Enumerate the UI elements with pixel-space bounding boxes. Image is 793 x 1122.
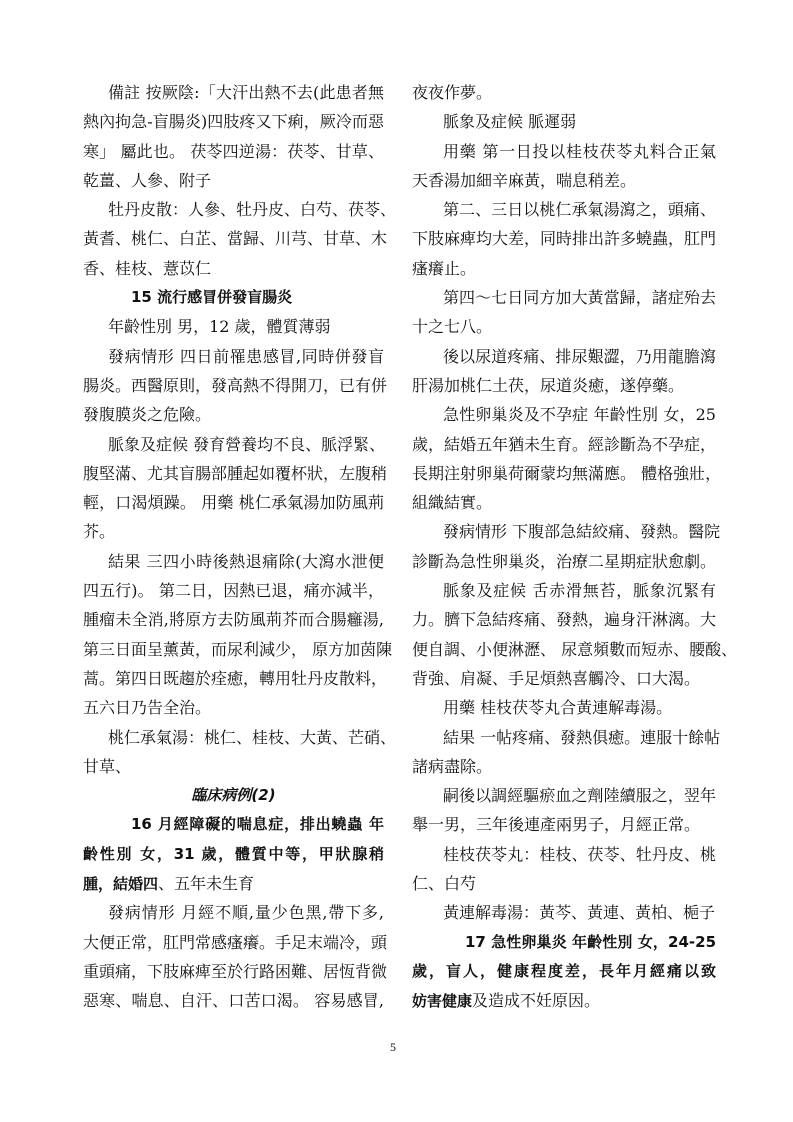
text-line: 發病情形 下腹部急結絞痛、發熱。醫院: [443, 522, 721, 542]
text-line: 脈象及症候 舌赤滑無苔，脈象沉緊有: [443, 581, 716, 601]
text-line: 五六日乃告全治。: [83, 698, 212, 718]
text-line: 發病情形 四日前罹患感冒,同時併發盲: [108, 346, 384, 366]
text-line: 甘草、: [83, 756, 132, 776]
text-line: 香、桂枝、薏苡仁: [83, 258, 212, 278]
text-line: 蒿。第四日既趨於痊癒，轉用牡丹皮散料，: [83, 668, 388, 688]
text-line: 組織結實。: [412, 493, 493, 513]
text-line: 舉一男，三年後連產兩男子，月經正常。: [412, 815, 701, 835]
text-line: 芥。: [83, 522, 116, 542]
text-line: 肝湯加桃仁土茯，尿道炎癒，遂停藥。: [412, 375, 685, 395]
text-line: 桂枝茯苓丸：桂枝、茯苓、牡丹皮、桃: [443, 844, 716, 864]
text-line: 發病情形 月經不順,量少色黑,帶下多,: [108, 903, 384, 923]
right-column: [412, 78, 738, 1016]
bold-segment: 腫，結婚四: [83, 875, 159, 894]
normal-segment: 及造成不妊原因。: [472, 991, 601, 1011]
normal-segment: 、五年未生育: [158, 874, 255, 894]
text-line: 熱內拘急-盲腸炎)四肢疼又下痢，厥冷而惡: [83, 112, 384, 132]
page-number: 5: [390, 1040, 396, 1054]
text-line: 惡寒、喘息、自汗、口苦口渴。 容易感冒,: [83, 991, 384, 1011]
text-line: 第二、三日以桃仁承氣湯瀉之，頭痛、: [443, 200, 716, 220]
text-line: 腸炎。西醫原則，發高熱不得開刀，已有併: [83, 375, 388, 395]
text-line: 黃耆、桃仁、白芷、當歸、川芎、甘草、木: [83, 229, 388, 249]
text-line: 便自調、小便淋瀝、 尿意頻數而短赤、腰酸、: [412, 639, 738, 659]
text-line: 夜夜作夢。: [412, 83, 493, 102]
text-line: 長期注射卵巢荷爾蒙均無滿應。 體格強壯，: [412, 463, 722, 483]
text-line: 診斷為急性卵巢炎，治療二星期症狀愈劇。: [412, 551, 717, 571]
text-line: 十之七八。: [412, 317, 493, 337]
text-line: 大便正常，肛門常感瘙癢。手足末端冷，頭: [83, 932, 388, 952]
text-line: 後以尿道疼痛、排尿艱澀，乃用龍膽瀉: [443, 346, 716, 366]
text-line: 年齡性別 男，12 歲，體質薄弱: [108, 317, 331, 337]
text-line: 急性卵巢炎及不孕症 年齡性別 女，25: [443, 405, 716, 425]
case-title-line: [412, 986, 716, 1015]
text-line: 第四～七日同方加大黃當歸，諸症殆去: [443, 288, 716, 308]
left-column: [83, 78, 397, 1016]
text-line: 第三日面呈薰黃，而尿利減少， 原方加茵陳: [83, 639, 393, 659]
text-line: 天香湯加細辛麻黃，喘息稍差。: [412, 170, 637, 190]
text-line: 牡丹皮散：人參、牡丹皮、白芍、茯苓、: [108, 200, 397, 220]
case-title-line: 16 月經障礙的喘息症，排出蟯蟲 年: [131, 815, 384, 834]
text-line: 備註 按厥陰:「大汗出熱不去(此患者無: [108, 83, 384, 102]
text-line: 瘙癢止。: [412, 258, 477, 278]
text-line: 歲，結婚五年猶未生育。經診斷為不孕症，: [412, 434, 717, 454]
text-line: 乾薑、人參、附子: [83, 170, 212, 190]
bold-segment: 妨害健康: [412, 992, 473, 1011]
text-line: 下肢麻痺均大差，同時排出許多蟯蟲，肛門: [412, 229, 717, 249]
text-line: 脈象及症候 脈遲弱: [443, 112, 577, 132]
text-line: 四五行)。 第二日，因熱已退，痛亦減半，: [83, 581, 384, 601]
text-line: 發腹膜炎之危險。: [83, 405, 212, 425]
text-line: 用藥 第一日投以桂枝茯苓丸料合正氣: [443, 141, 716, 161]
case-title-line: 歲，盲人，健康程度差，長年月經痛以致: [412, 961, 716, 980]
case-title-line: 齡性別 女，31 歲，體質中等，甲狀腺稍: [83, 844, 384, 863]
text-line: 重頭痛，下肢麻痺至於行路困難、居恆背微: [83, 961, 388, 981]
text-line: 脈象及症候 發育營養均不良、脈浮緊、: [108, 434, 386, 454]
text-line: 力。臍下急結疼痛、發熱，遍身汗淋漓。大: [412, 610, 717, 630]
text-line: 用藥 桂枝茯苓丸合黃連解毒湯。: [443, 698, 673, 718]
case-title-line: 15 流行感冒併發盲腸炎: [131, 288, 293, 307]
text-line: 黃連解毒湯：黃芩、黃連、黃柏、梔子: [443, 903, 716, 923]
section-heading: 臨床病例(2): [191, 786, 276, 805]
text-line: 諸病盡除。: [412, 756, 493, 776]
text-line: 輕，口渴煩躁。 用藥 桃仁承氣湯加防風荊: [83, 493, 384, 513]
case-title-line: 17 急性卵巢炎 年齡性別 女，24-25: [465, 932, 716, 951]
text-line: 嗣後以調經驅瘀血之劑陸續服之，翌年: [443, 786, 716, 806]
text-line: 仁、白芍: [412, 874, 477, 894]
text-line: 腹堅滿、尤其盲腸部腫起如覆杯狀，左腹稍: [83, 463, 388, 483]
text-line: 腫瘤未全消,將原方去防風荊芥而合腸癰湯,: [83, 610, 384, 630]
text-line: 背強、肩凝、手足煩熱喜觸冷、口大渴。: [412, 668, 701, 688]
text-line: 結果 一帖疼痛、發熱俱癒。連服十餘帖: [443, 727, 721, 747]
text-line: 寒」 屬此也。 茯苓四逆湯：茯苓、甘草、: [83, 141, 384, 161]
text-line: 結果 三四小時後熱退痛除(大瀉水泄便: [108, 551, 384, 571]
case-title-line: [83, 869, 384, 898]
text-line: 桃仁承氣湯：桃仁、桂枝、大黃、芒硝、: [108, 727, 397, 747]
